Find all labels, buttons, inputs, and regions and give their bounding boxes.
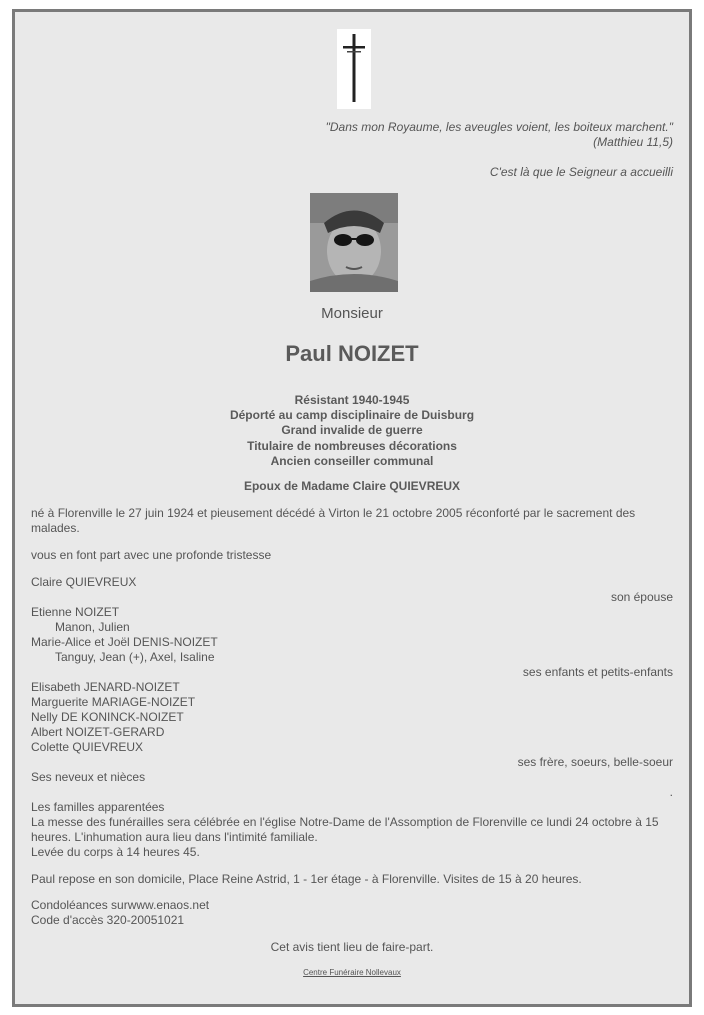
spouse-line: Epoux de Madame Claire QUIEVREUX — [243, 479, 461, 493]
title-line: Ancien conseiller communal — [270, 453, 434, 468]
scripture-reference: (Matthieu 11,5) — [593, 135, 673, 149]
sibling-name: Nelly DE KONINCK-NOIZET — [31, 710, 184, 724]
grandchildren-names: Tanguy, Jean (+), Axel, Isaline — [55, 650, 215, 664]
title-line: Titulaire de nombreuses décorations — [247, 438, 457, 453]
separator-dot: . — [669, 785, 673, 799]
sibling-name: Albert NOIZET-GERARD — [31, 725, 165, 739]
sibling-name: Marguerite MARIAGE-NOIZET — [31, 695, 196, 709]
welcome-line: C'est là que le Seigneur a accueilli — [489, 165, 673, 179]
title-line: Grand invalide de guerre — [281, 423, 423, 438]
wife-role: son épouse — [610, 590, 673, 604]
repose-text: Paul repose en son domicile, Place Reine Astrid, 1 - 1er étage - à Florenville. Visites de 15 à 20 heures. — [31, 872, 582, 886]
birth-death-text: né à Florenville le 27 juin 1924 et pieusement décédé à Virton le 21 octobre 2005 réconforté par le sacrement des malades. — [31, 506, 636, 535]
sibling-name: Elisabeth JENARD-NOIZET — [31, 680, 180, 694]
wife-name: Claire QUIEVREUX — [31, 575, 137, 589]
condolences-site: Condoléances surwww.enaos.net — [31, 898, 210, 912]
child-name: Marie-Alice et Joël DENIS-NOIZET — [31, 635, 218, 649]
funeral-home-link[interactable]: Centre Funéraire Nollevaux — [303, 968, 401, 977]
mass-text: La messe des funérailles sera célébrée en l'église Notre-Dame de l'Assomption de Florenville ce lundi 24 octobre à 15 heures. L'inhumation aura lieu dans l'intimité familiale. — [31, 815, 659, 844]
closing-line: Cet avis tient lieu de faire-part. — [270, 940, 434, 954]
levee-text: Levée du corps à 14 heures 45. — [31, 845, 200, 859]
announce-text: vous en font part avec une profonde tristesse — [31, 548, 272, 562]
sibling-name: Colette QUIEVREUX — [31, 740, 144, 754]
title-line: Résistant 1940-1945 — [294, 393, 410, 407]
cross-box — [337, 29, 371, 109]
scripture-quote: "Dans mon Royaume, les aveugles voient, les boiteux marchent." — [325, 120, 673, 134]
access-code: Code d'accès 320-20051021 — [31, 913, 185, 927]
title-line: Déporté au camp disciplinaire de Duisburg — [229, 408, 475, 423]
child-name: Etienne NOIZET — [31, 605, 120, 619]
latin-cross-icon — [337, 29, 371, 109]
obituary-card — [12, 9, 692, 1007]
siblings-role: ses frère, soeurs, belle-soeur — [517, 755, 673, 769]
families-line: Les familles apparentées — [31, 800, 165, 814]
portrait-photo — [310, 193, 398, 292]
deceased-titles — [15, 393, 689, 469]
children-role: ses enfants et petits-enfants — [522, 665, 673, 679]
salutation: Monsieur — [321, 305, 383, 322]
nephews-line: Ses neveux et nièces — [31, 770, 146, 784]
grandchildren-names: Manon, Julien — [55, 620, 130, 634]
deceased-name: Paul NOIZET — [285, 341, 419, 366]
